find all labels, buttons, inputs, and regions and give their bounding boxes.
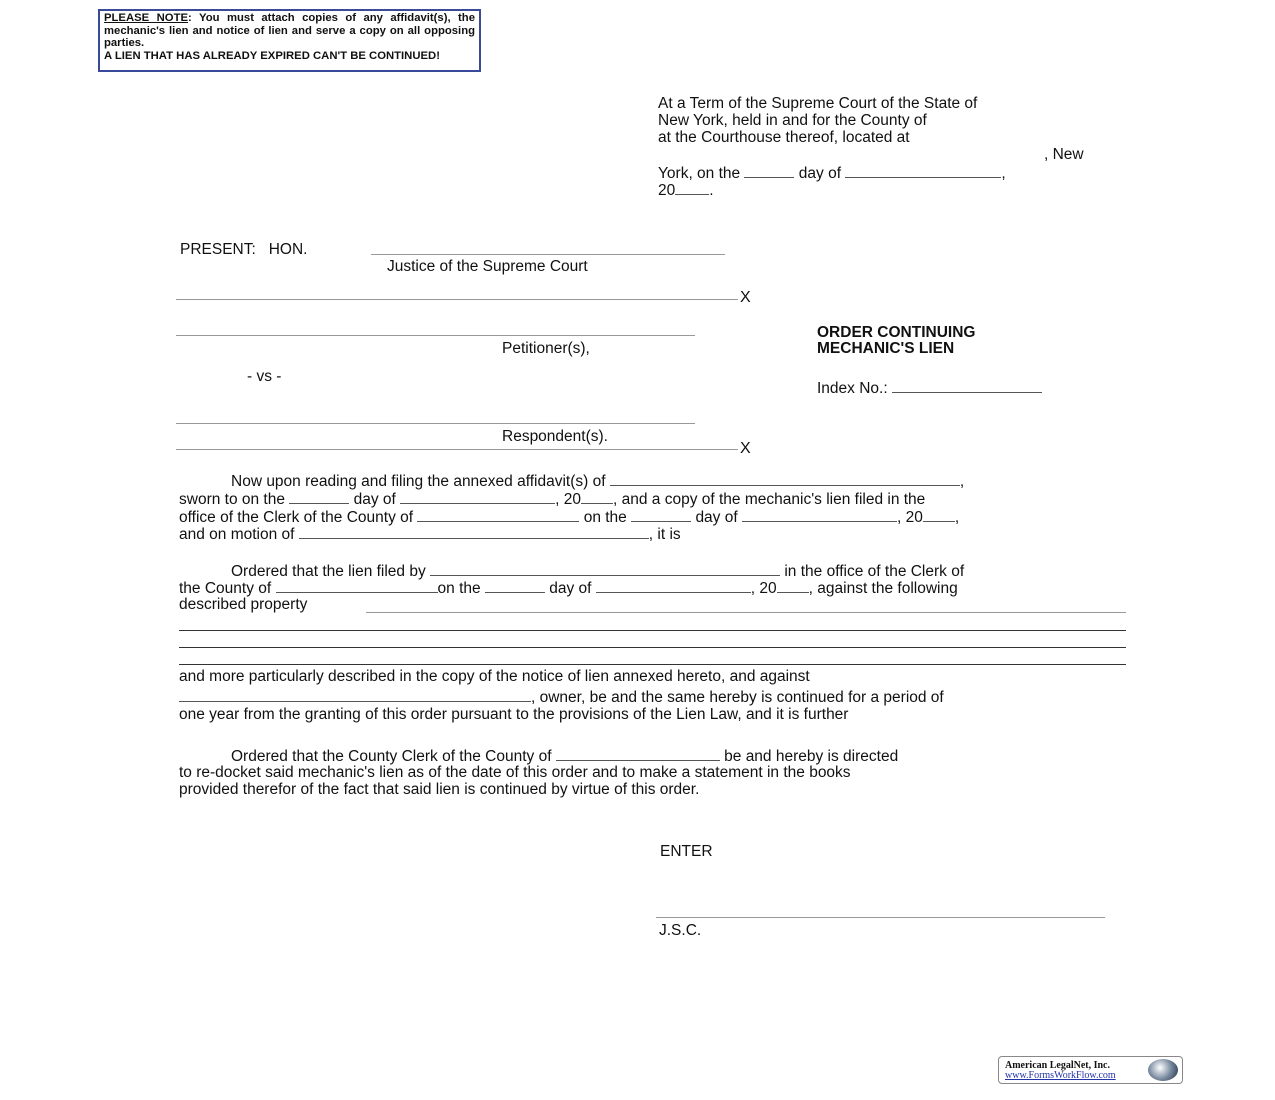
property-field[interactable] bbox=[366, 612, 1126, 613]
term-line: , New bbox=[1044, 146, 1084, 163]
index-label: Index No.: bbox=[817, 380, 888, 397]
caption-x-mark: X bbox=[740, 289, 751, 306]
text: , bbox=[959, 473, 965, 490]
enter-label: ENTER bbox=[660, 843, 713, 860]
lien-month-field[interactable] bbox=[596, 578, 751, 593]
text: Now upon reading and filing the annexed affidavit(s) of bbox=[231, 473, 606, 490]
hon-label: HON. bbox=[268, 241, 308, 258]
respondent-label: Respondent(s). bbox=[502, 428, 608, 445]
month-field[interactable] bbox=[845, 163, 1001, 178]
text: be and hereby is directed bbox=[724, 748, 899, 765]
text: , and a copy of the mechanic's lien filed in the bbox=[613, 491, 926, 508]
property-field[interactable] bbox=[179, 630, 1126, 631]
text: , it is bbox=[648, 526, 681, 543]
text: and more particularly described in the copy of the notice of lien annexed hereto, and against bbox=[179, 668, 810, 685]
text: York, on the bbox=[658, 165, 741, 182]
text: Ordered that the County Clerk of the County of bbox=[231, 748, 552, 765]
signature-field[interactable] bbox=[656, 917, 1105, 918]
publisher-logo bbox=[998, 1056, 1183, 1084]
text: office of the Clerk of the County of bbox=[179, 509, 414, 526]
day-field[interactable] bbox=[744, 163, 794, 178]
text: on the bbox=[437, 580, 481, 597]
text: . bbox=[709, 182, 714, 199]
text: 20 bbox=[658, 182, 676, 199]
property-field[interactable] bbox=[179, 647, 1126, 648]
present-line bbox=[180, 241, 307, 259]
term-year-line bbox=[658, 180, 714, 200]
text: Ordered that the lien filed by bbox=[231, 563, 426, 580]
affiant-field[interactable] bbox=[610, 471, 960, 486]
text: , 20 bbox=[750, 580, 777, 597]
lien-year-field[interactable] bbox=[777, 578, 809, 593]
lien-county-field[interactable] bbox=[276, 578, 438, 593]
text: , against the following bbox=[808, 580, 958, 597]
notice-box bbox=[98, 9, 481, 72]
text: described property bbox=[179, 596, 308, 613]
note-text: : You must attach copies of any affidavit(s), the mechanic's lien and notice of lien and serve a copy on all opposing parties. bbox=[104, 12, 475, 49]
publisher-name: American LegalNet, Inc. bbox=[1005, 1060, 1110, 1071]
caption-bottom-rule bbox=[176, 449, 738, 450]
text: and on motion of bbox=[179, 526, 295, 543]
caption-top-rule bbox=[176, 299, 738, 300]
order-title: MECHANIC'S LIEN bbox=[817, 340, 955, 357]
filed-day-field[interactable] bbox=[631, 507, 691, 522]
note-warning: A LIEN THAT HAS ALREADY EXPIRED CAN'T BE CONTINUED! bbox=[104, 49, 440, 62]
petitioner-label: Petitioner(s), bbox=[502, 340, 590, 357]
year-field[interactable] bbox=[675, 180, 709, 195]
text: day of bbox=[695, 509, 738, 526]
text: , 20 bbox=[896, 509, 923, 526]
respondent-field[interactable] bbox=[176, 423, 695, 424]
text: , bbox=[1001, 165, 1006, 182]
order-title: ORDER CONTINUING bbox=[817, 324, 976, 341]
text: day of bbox=[798, 165, 842, 182]
petitioner-field[interactable] bbox=[176, 335, 695, 336]
vs-label: - vs - bbox=[247, 368, 282, 385]
index-line bbox=[817, 378, 1042, 398]
text: day of bbox=[549, 580, 592, 597]
text: one year from the granting of this order pursuant to the provisions of the Lien Law, and it is further bbox=[179, 706, 849, 723]
caption-x-mark: X bbox=[740, 440, 751, 457]
text: in the office of the Clerk of bbox=[784, 563, 965, 580]
publisher-link[interactable]: www.FormsWorkFlow.com bbox=[1005, 1070, 1116, 1081]
term-line: at the Courthouse thereof, located at bbox=[658, 129, 910, 146]
text: provided therefor of the fact that said lien is continued by virtue of this order. bbox=[179, 781, 700, 798]
sworn-day-field[interactable] bbox=[289, 489, 349, 504]
lienor-field[interactable] bbox=[430, 561, 780, 576]
justice-label: Justice of the Supreme Court bbox=[387, 258, 588, 275]
text: , bbox=[954, 509, 960, 526]
sworn-month-field[interactable] bbox=[400, 489, 555, 504]
text: day of bbox=[353, 491, 396, 508]
filed-month-field[interactable] bbox=[742, 507, 897, 522]
text: sworn to on the bbox=[179, 491, 285, 508]
term-line: At a Term of the Supreme Court of the State of bbox=[658, 95, 978, 112]
jsc-label: J.S.C. bbox=[659, 922, 702, 939]
text: , owner, be and the same hereby is continued for a period of bbox=[531, 689, 944, 706]
term-line: New York, held in and for the County of bbox=[658, 112, 927, 129]
movant-field[interactable] bbox=[299, 524, 649, 539]
text: , 20 bbox=[555, 491, 582, 508]
county-field[interactable] bbox=[417, 507, 579, 522]
judge-name-field[interactable] bbox=[371, 254, 725, 255]
owner-field[interactable] bbox=[179, 687, 531, 702]
text: to re-docket said mechanic's lien as of the date of this order and to make a statement in the books bbox=[179, 764, 851, 781]
property-field[interactable] bbox=[179, 664, 1126, 665]
present-label: PRESENT: bbox=[180, 241, 256, 258]
globe-icon bbox=[1148, 1059, 1178, 1081]
clerk-county-field[interactable] bbox=[556, 746, 720, 761]
text: on the bbox=[583, 509, 627, 526]
index-number-field[interactable] bbox=[892, 378, 1042, 393]
lien-day-field[interactable] bbox=[485, 578, 545, 593]
sworn-year-field[interactable] bbox=[581, 489, 613, 504]
filed-year-field[interactable] bbox=[923, 507, 955, 522]
text: the County of bbox=[179, 580, 272, 597]
note-label: PLEASE NOTE bbox=[104, 12, 189, 24]
